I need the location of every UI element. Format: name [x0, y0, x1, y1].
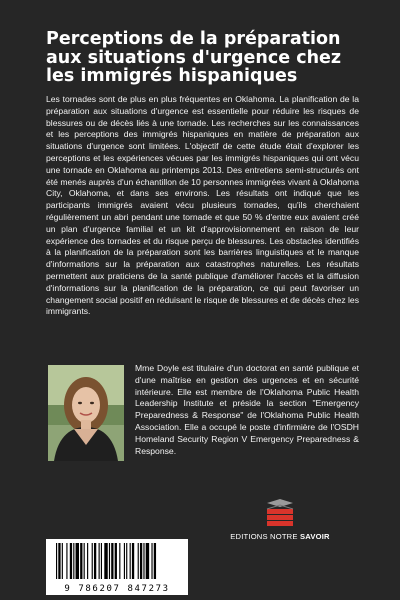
barcode-bar — [58, 543, 60, 579]
barcode-bar — [62, 543, 63, 579]
barcode-bars — [46, 539, 188, 583]
barcode-bar — [111, 543, 113, 579]
barcode-bar — [124, 543, 125, 579]
barcode-bar — [119, 543, 120, 579]
publisher-name: EDITIONS NOTRE SAVOIR — [230, 532, 330, 541]
barcode-bar — [138, 543, 139, 579]
barcode-bar — [143, 543, 144, 579]
isbn-number: 9 786207 847273 — [64, 584, 170, 594]
barcode-bar — [66, 543, 67, 579]
barcode-bar — [115, 543, 117, 579]
barcode-bar — [104, 543, 107, 579]
barcode-bar — [151, 543, 152, 579]
book-abstract: Les tornades sont de plus en plus fréquentes en Oklahoma. La planification de la préparation aux situations d'urgence est essentielle pour réduire les risques de blessures ou de décès liés à une tornade. Les recherches sur les connaissances et les perceptions des immigrés hispaniques en matière de préparation aux situations d'urgence sont limitées. L'objectif de cette étude était d'explorer les perceptions et les expériences vécues par les immigrés hispaniques qui ont vécu une tornade en Oklahoma au printemps 2013. Des entretiens semi-structurés ont été menés auprès d'un échantillon de 10 personnes immigrées vivant à Oklahoma City, Oklahoma, et dans ses environs. Les résultats ont indiqué que les participants immigrés avaient vécu plusieurs tornades, qu'ils cherchaient régulièrement un abri pendant une tornade et que 50 % d'entre eux avaient créé un plan d'urgence familial et un kit d'approvisionnement en raison de leur expérience des tornades et du risque perçu de blessures. Les obstacles identifiés à la planification de la préparation sont les barrières linguistiques et le manque d'informations sur la préparation aux catastrophes naturelles. Les résultats permettent aux praticiens de la santé publique d'améliorer l'accès et la diffusion d'informations sur la planification de la préparation, ce qui peut favoriser un changement social positif en réduisant le risque de blessures et de décès chez les immigrants. — [46, 94, 359, 317]
barcode-bar — [73, 543, 74, 579]
barcode-bar — [56, 543, 57, 579]
stacked-books-icon — [263, 498, 297, 528]
book-title: Perceptions de la préparation aux situations d'urgence chez les immigrés hispaniques — [46, 29, 342, 86]
author-bio: Mme Doyle est titulaire d'un doctorat en santé publique et d'une maîtrise en gestion des urgences et en sécurité intérieure. Elle est membre de l'Oklahoma Public Health Leadership Institute et préside la section "Emergency Preparedness & Response" de l'Oklahoma Public Health Association. Elle a occupé le poste d'infirmière de l'OSDH Homeland Security Region V Emergency Preparedness & Response. — [135, 363, 359, 456]
barcode-bar — [146, 543, 149, 579]
barcode — [46, 539, 188, 595]
barcode-bar — [99, 543, 100, 579]
barcode-bar — [94, 543, 96, 579]
barcode-bar — [130, 543, 131, 579]
barcode-bar — [140, 543, 142, 579]
publisher — [230, 498, 330, 541]
barcode-bar — [76, 543, 79, 579]
barcode-bar — [126, 543, 127, 579]
barcode-bar — [92, 543, 93, 579]
barcode-bar — [132, 543, 134, 579]
barcode-bar — [70, 543, 72, 579]
barcode-bar — [80, 543, 82, 579]
barcode-bar — [101, 543, 102, 579]
barcode-bar — [84, 543, 85, 579]
author-photo — [48, 365, 124, 461]
barcode-bar — [109, 543, 110, 579]
barcode-bar — [87, 543, 88, 579]
barcode-bar — [154, 543, 156, 579]
author-portrait — [48, 365, 124, 461]
